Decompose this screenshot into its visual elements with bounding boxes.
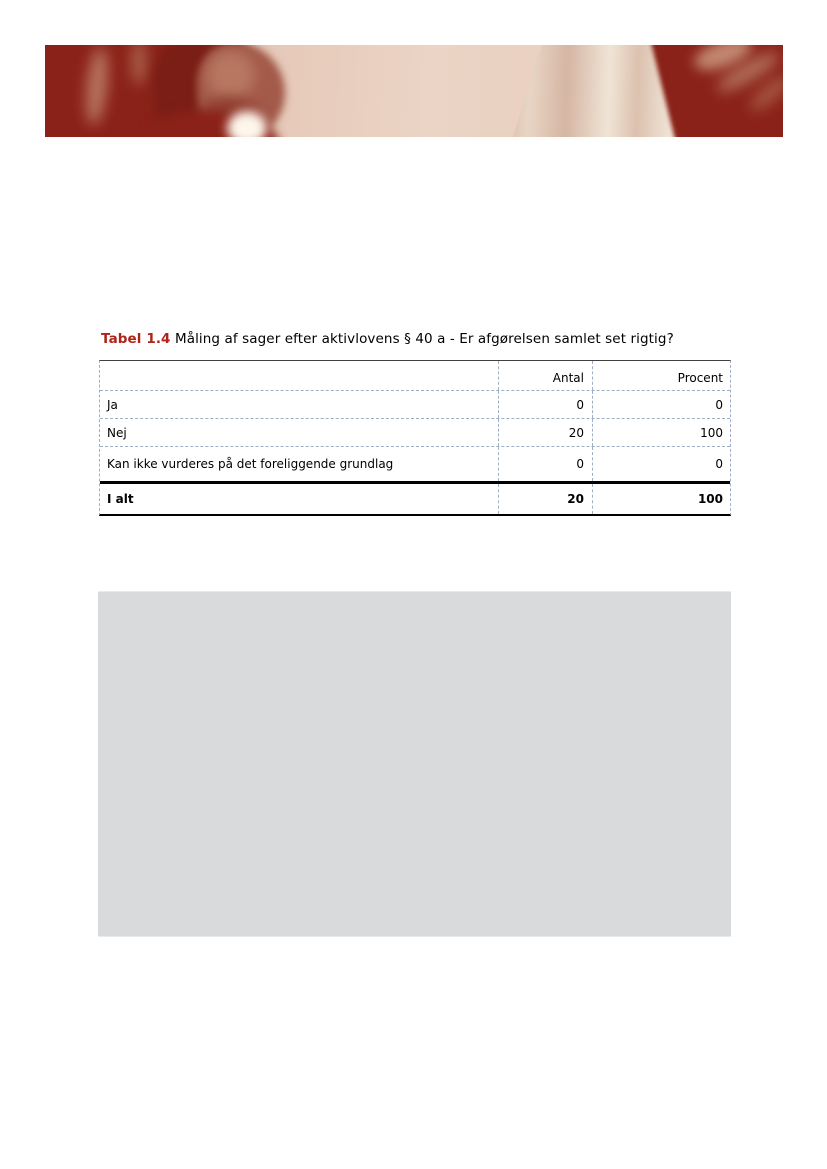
row-label: Kan ikke vurderes på det foreliggende grundlag [107,457,394,471]
row-procent-value: 0 [592,447,730,481]
header-photo-banner [45,45,783,137]
row-procent-value: 0 [592,391,730,418]
header-cell-antal: Antal [498,361,592,390]
table-row [100,391,730,419]
table-caption-text: Måling af sager efter aktivlovens § 40 a - Er afgørelsen samlet set rigtig? [174,331,674,347]
table-row [100,419,730,447]
header-cell-label [100,361,498,390]
table-caption-number: Tabel 1.4 [101,331,171,347]
row-procent-value: 100 [592,419,730,446]
banner-collar-highlight [227,111,267,137]
total-antal-value: 20 [498,484,592,514]
total-procent-value: 100 [592,484,730,514]
table-row [100,447,730,481]
table-total-row [100,481,730,514]
total-label: I alt [107,492,134,506]
row-antal-value: 20 [498,419,592,446]
chart-placeholder [98,591,731,937]
banner-face-highlight [207,51,255,99]
row-label: Nej [107,425,127,440]
results-table [99,360,731,516]
row-antal-value: 0 [498,447,592,481]
row-antal-value: 0 [498,391,592,418]
header-cell-procent: Procent [592,361,730,390]
table-caption [101,331,751,347]
table-header-row [100,361,730,391]
row-label: Ja [107,397,118,412]
